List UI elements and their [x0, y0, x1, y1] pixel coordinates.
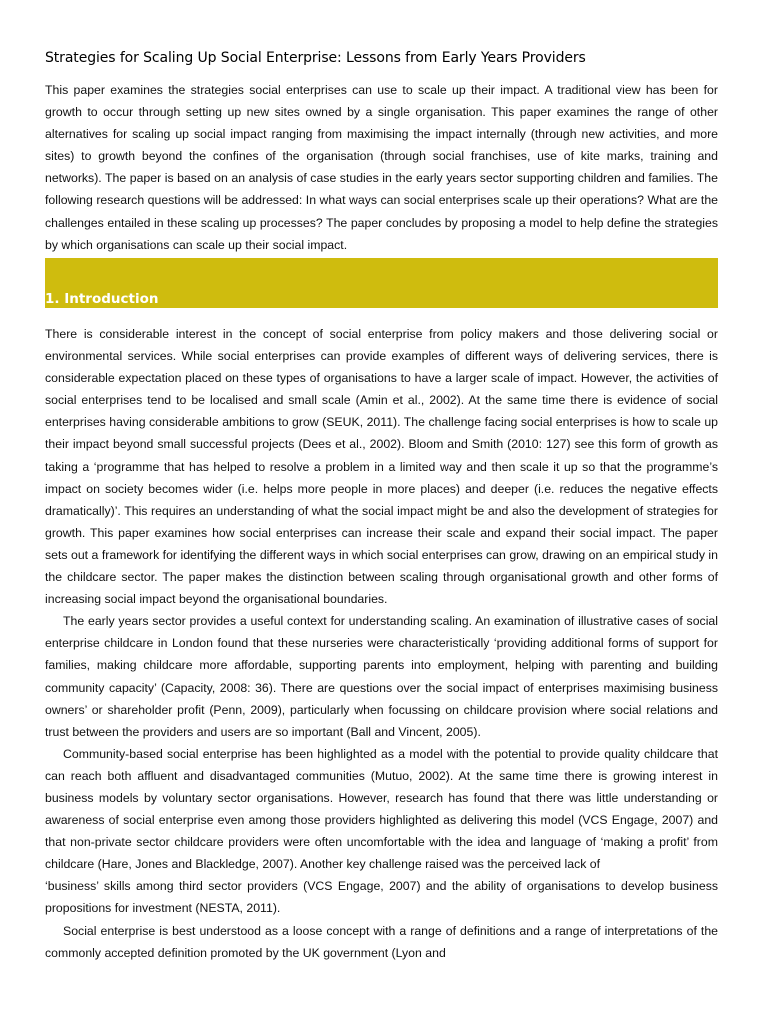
- body-paragraph: Social enterprise is best understood as a loose concept with a range of definitions and a range of interpretations of the commonly accepted definition promoted by the UK government (Lyon and: [45, 923, 718, 960]
- introduction-body: [45, 323, 718, 964]
- body-paragraph: The early years sector provides a useful context for understanding scaling. An examination of illustrative cases of social enterprise childcare in London found that these nurseries were characteristically ‘providing additional forms of support for families, making childcare more affordable, supporting parents into employment, helping with parenting and building community capacity’ (Capacity, 2008: 36). There are questions over the social impact of enterprises maximising business owners’ or shareholder profit (Penn, 2009), particularly when focussing on childcare provision where social relations and trust between the providers and users are so important (Ball and Vincent, 2005).: [45, 614, 718, 739]
- body-paragraph: ‘business’ skills among third sector providers (VCS Engage, 2007) and the ability of organisations to develop business propositions for investment (NESTA, 2011).: [45, 879, 718, 916]
- body-paragraph: There is considerable interest in the concept of social enterprise from policy makers and those delivering social or environmental services. While social enterprises can provide examples of different ways of delivering services, there is considerable expectation placed on these types of organisations to have a larger scale of impact. However, the activities of social enterprises tend to be localised and small scale (Amin et al., 2002). At the same time there is evidence of social enterprises having considerable ambitions to grow (SEUK, 2011). The challenge facing social enterprises is how to scale up their impact beyond small successful projects (Dees et al., 2002). Bloom and Smith (2010: 127) see this form of growth as taking a ‘programme that has helped to resolve a problem in a limited way and then scale it up so that the programme’s impact on society becomes wider (i.e. helps more people in more places) and deeper (i.e. reduces the negative effects dramatically)’. This requires an understanding of what the social impact might be and also the development of strategies for growth. This paper examines how social enterprises can increase their scale and expand their social impact. The paper sets out a framework for identifying the different ways in which social enterprises can grow, drawing on an empirical study in the childcare sector. The paper makes the distinction between scaling through organisational growth and other forms of increasing social impact beyond the organisational boundaries.: [45, 327, 718, 607]
- body-paragraph: Community-based social enterprise has been highlighted as a model with the potential to provide quality childcare that can reach both affluent and disadvantaged communities (Mutuo, 2002). At the same time there is growing interest in business models by voluntary sector organisations. However, research has found that there was little understanding or awareness of social enterprise even among those providers highlighted as delivering this model (VCS Engage, 2007) and that non-private sector childcare providers were often uncomfortable with the idea and language of ‘making a profit’ from childcare (Hare, Jones and Blackledge, 2007). Another key challenge raised was the perceived lack of: [45, 746, 718, 872]
- section-banner: [45, 258, 718, 308]
- section-heading-introduction: 1. Introduction: [45, 291, 159, 307]
- paper-title: Strategies for Scaling Up Social Enterprise: Lessons from Early Years Providers: [45, 50, 586, 66]
- abstract-paragraph: This paper examines the strategies social enterprises can use to scale up their impact. A traditional view has been for growth to occur through setting up new sites owned by a single organisation. This paper examines the range of other alternatives for scaling up social impact ranging from maximising the impact internally (through new activities, and more sites) to growth beyond the confines of the organisation (through social franchises, use of kite marks, training and networks). The paper is based on an analysis of case studies in the early years sector supporting children and families. The following research questions will be addressed: In what ways can social enterprises scale up their operations? What are the challenges entailed in these scaling up processes? The paper concludes by proposing a model to help define the strategies by which organisations can scale up their social impact.: [45, 83, 718, 252]
